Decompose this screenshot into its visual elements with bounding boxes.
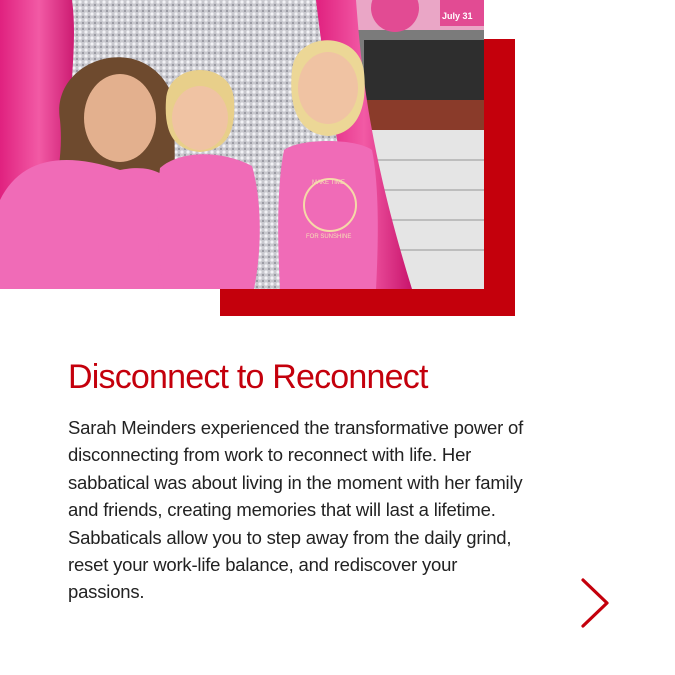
next-slide-button[interactable] (578, 577, 612, 629)
shirt-text-top: MAKE TIME (312, 180, 345, 186)
chevron-right-icon (578, 577, 612, 629)
body-text: Sarah Meinders experienced the transformative power of disconnecting from work to reconnect with life. Her sabbatical was about living in the moment with her family and friends, creating memories that will last a lifetime. Sabbaticals allow you to step away from the daily grind, reset your work-life balance, and rediscover your passions. (68, 417, 524, 603)
sign-text: July 31 (442, 11, 473, 21)
family-photo (0, 0, 484, 289)
headline: Disconnect to Reconnect (68, 358, 428, 396)
shirt-text-bottom: FOR SUNSHINE (306, 234, 352, 240)
